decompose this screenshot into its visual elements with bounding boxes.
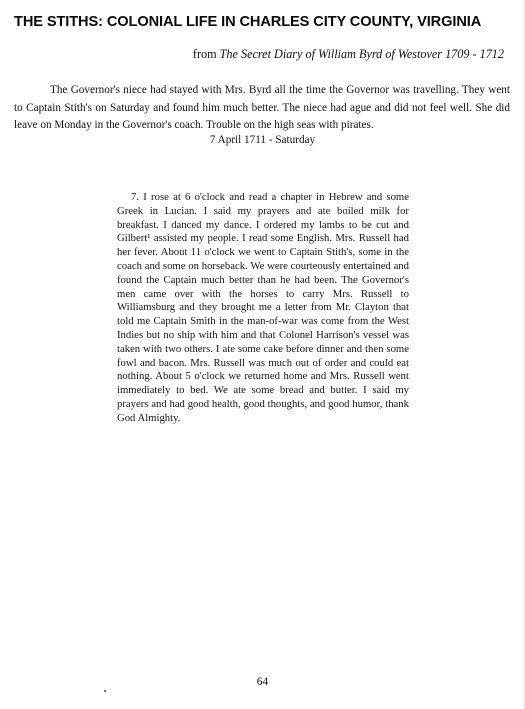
page-number: 64 (256, 676, 269, 688)
source-work-title: The Secret Diary of William Byrd of Westover 1709 - 1712 (219, 47, 504, 61)
entry-date-heading: 7 April 1711 - Saturday (209, 134, 316, 146)
source-prefix: from (192, 47, 220, 61)
scan-speck (104, 690, 106, 692)
source-citation (0, 47, 504, 62)
page-title: THE STITHS: COLONIAL LIFE IN CHARLES CITY COUNTY, VIRGINIA (14, 14, 482, 30)
diary-entry-text: 7. I rose at 6 o'clock and read a chapter in Hebrew and some Greek in Lucian. I said my prayers and ate boiled milk for breakfast. I danced my dance. I ordered my lambs to be cut and Gilbert¹ assisted my people. I read some English. Mrs. Russell had her fever. About 11 o'clock we went to Captain Stith's, some in the coach and some on horseback. We were courteously entertained and found the Captain much better than he had been. The Governor's men came over with the horses to carry Mrs. Russell to Williamsburg and they brought me a letter from Mr. Clayton that told me Captain Smith in the man-of-war was come from the West Indies but no ship with him and that Colonel Harrison's vessel was taken with two others. I ate some cake before dinner and then some fowl and bacon. Mrs. Russell was much out of order and could eat nothing. About 5 o'clock we returned home and Mrs. Russell went immediately to bed. We ate some bread and butter. I said my prayers and had good health, good thoughts, and good humor, thank God Almighty. (117, 191, 409, 424)
summary-paragraph: The Governor's niece had stayed with Mrs. Byrd all the time the Governor was travelling. They went to Captain Stith's on Saturday and found him much better. The niece had ague and did not feel well. She did leave on Monday in the Governor's coach. Trouble on the high seas with pirates. (14, 84, 510, 131)
